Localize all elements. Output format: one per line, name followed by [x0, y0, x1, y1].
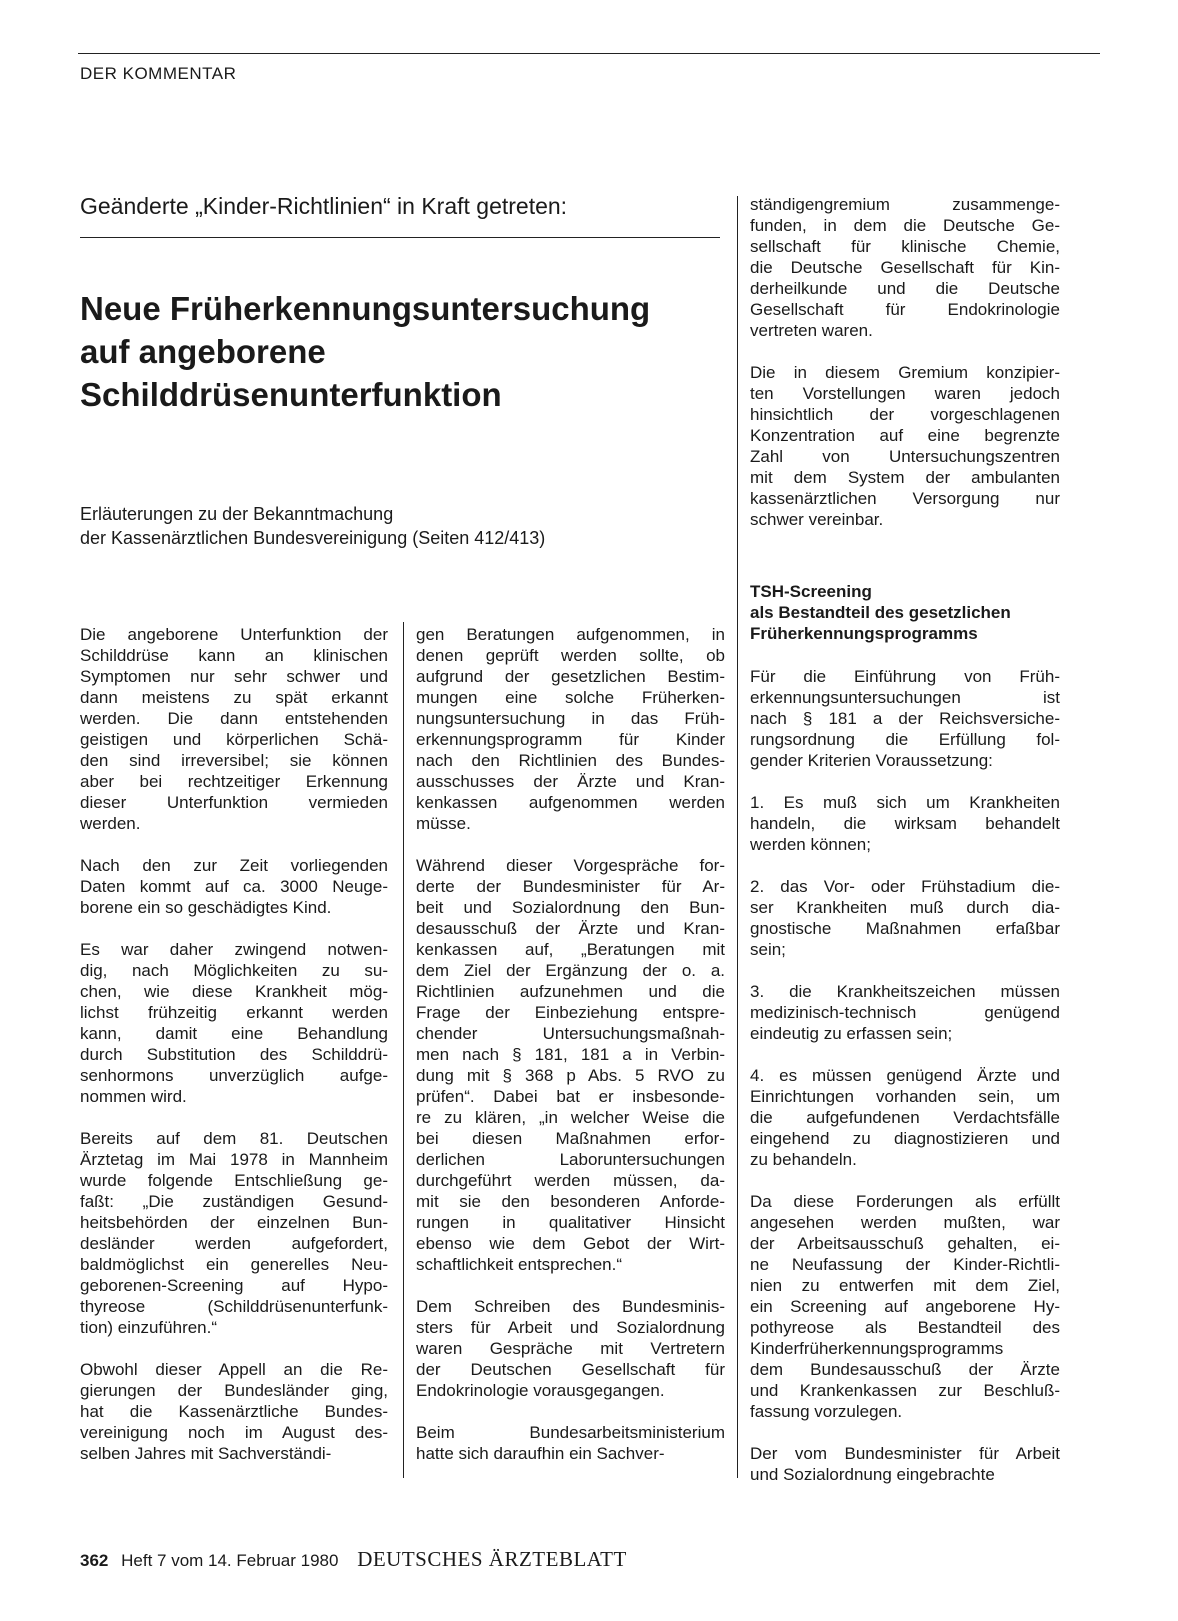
text-line: senhormons unverzüglich aufge- — [80, 1066, 388, 1085]
text-column-1 — [80, 624, 388, 1485]
text-line: re zu klären, „in welcher Weise die — [416, 1108, 725, 1127]
text-line: desländer werden aufgefordert, — [80, 1234, 388, 1253]
text-line: pothyreose als Bestandteil des — [750, 1318, 1060, 1337]
text-line: baldmöglichst ein generelles Neu- — [80, 1255, 388, 1274]
text-line: nach § 181 a der Reichsversiche- — [750, 709, 1060, 728]
text-line: Während dieser Vorgespräche for- — [416, 856, 725, 875]
text-line: Symptomen nur sehr schwer und — [80, 667, 388, 686]
text-line: ten Vorstellungen waren jedoch — [750, 384, 1060, 403]
paragraph — [750, 1443, 1060, 1485]
magazine-title: DEUTSCHES ÄRZTEBLATT — [357, 1547, 627, 1571]
text-line: Zahl von Untersuchungszentren — [750, 447, 1060, 466]
text-line: werden können; — [750, 835, 871, 854]
text-line: Gesellschaft für Endokrinologie — [750, 300, 1060, 319]
text-line: aufgrund der gesetzlichen Bestim- — [416, 667, 725, 686]
text-line: heitsbehörden der einzelnen Bun- — [80, 1213, 388, 1232]
subline-line: Erläuterungen zu der Bekanntmachung — [80, 504, 394, 524]
text-line: angesehen werden mußten, war — [750, 1213, 1060, 1232]
text-line: sellschaft für klinische Chemie, — [750, 237, 1060, 256]
paragraph — [750, 194, 1060, 341]
text-column-3-top — [750, 194, 1060, 551]
text-line: Schilddrüse kann an klinischen — [80, 646, 388, 665]
text-line: kann, damit eine Behandlung — [80, 1024, 388, 1043]
column-divider — [737, 196, 738, 1478]
subheading-line: Früherkennungsprogramms — [750, 624, 978, 643]
text-line: 3. die Krankheitszeichen müssen — [750, 982, 1060, 1001]
text-line: bei diesen Maßnahmen erfor- — [416, 1129, 725, 1148]
text-line: und Krankenkassen zur Beschluß- — [750, 1381, 1060, 1400]
column-divider — [403, 622, 404, 1478]
page-footer — [80, 1547, 627, 1572]
text-line: eingehend zu diagnostizieren und — [750, 1129, 1060, 1148]
text-line: mit dem System der ambulanten — [750, 468, 1060, 487]
text-line: gnostische Maßnahmen erfaßbar — [750, 919, 1060, 938]
text-line: Frage der Einbeziehung entspre- — [416, 1003, 725, 1022]
text-line: Nach den zur Zeit vorliegenden — [80, 856, 388, 875]
article-subline — [80, 502, 740, 550]
paragraph — [416, 624, 725, 834]
text-line: kassenärztlichen Versorgung nur — [750, 489, 1060, 508]
text-line: Dem Schreiben des Bundesminis- — [416, 1297, 725, 1316]
text-line: sein; — [750, 940, 786, 959]
text-line: nungsuntersuchung in das Früh- — [416, 709, 725, 728]
text-line: ne Neufassung der Kinder-Richtli- — [750, 1255, 1060, 1274]
text-line: gen Beratungen aufgenommen, in — [416, 625, 725, 644]
headline-line: Schilddrüsenunterfunktion — [80, 376, 502, 413]
text-line: dig, nach Möglichkeiten zu su- — [80, 961, 388, 980]
text-line: müsse. — [416, 814, 471, 833]
text-line: geistigen und körperlichen Schä- — [80, 730, 388, 749]
paragraph — [80, 1128, 388, 1338]
paragraph — [750, 1191, 1060, 1422]
text-line: derheilkunde und die Deutsche — [750, 279, 1060, 298]
text-line: men nach § 181, 181 a in Verbin- — [416, 1045, 725, 1064]
text-line: werden. — [80, 814, 141, 833]
paragraph — [416, 1296, 725, 1401]
text-line: Es war daher zwingend notwen- — [80, 940, 388, 959]
text-line: thyreose (Schilddrüsenunterfunk- — [80, 1297, 388, 1316]
text-line: dung mit § 368 p Abs. 5 RVO zu — [416, 1066, 725, 1085]
text-line: schwer vereinbar. — [750, 510, 884, 529]
text-line: nommen wird. — [80, 1087, 187, 1106]
text-line: gierungen der Bundesländer ging, — [80, 1381, 388, 1400]
text-line: der Arbeitsausschuß gehalten, ei- — [750, 1234, 1060, 1253]
text-line: die aufgefundenen Verdachtsfälle — [750, 1108, 1060, 1127]
text-line: Ärztetag im Mai 1978 in Mannheim — [80, 1150, 388, 1169]
text-line: Einrichtungen vorhanden sein, um — [750, 1087, 1060, 1106]
text-line: Die in diesem Gremium konzipier- — [750, 363, 1060, 382]
text-line: lichst frühzeitig erkannt werden — [80, 1003, 388, 1022]
text-column-2 — [416, 624, 725, 1485]
text-line: ebenso wie dem Gebot der Wirt- — [416, 1234, 725, 1253]
text-line: aber bei rechtzeitiger Erkennung — [80, 772, 388, 791]
text-line: mit sie den besonderen Anforde- — [416, 1192, 725, 1211]
headline-line: auf angeborene — [80, 333, 326, 370]
text-line: kenkassen auf, „Beratungen mit — [416, 940, 725, 959]
subheading — [750, 581, 1060, 644]
paragraph — [750, 876, 1060, 960]
text-line: Kinderfrüherkennungsprogramms — [750, 1339, 1004, 1358]
text-line: ausschusses der Ärzte und Kran- — [416, 772, 725, 791]
section-label: DER KOMMENTAR — [80, 64, 237, 83]
text-line: selben Jahres mit Sachverständi- — [80, 1444, 332, 1463]
text-line: waren Gespräche mit Vertretern — [416, 1339, 725, 1358]
text-line: funden, in dem die Deutsche Ge- — [750, 216, 1060, 235]
text-line: Bereits auf dem 81. Deutschen — [80, 1129, 388, 1148]
text-line: Konzentration auf eine begrenzte — [750, 426, 1060, 445]
text-line: Obwohl dieser Appell an die Re- — [80, 1360, 388, 1379]
text-line: 1. Es muß sich um Krankheiten — [750, 793, 1060, 812]
text-line: dieser Unterfunktion vermieden — [80, 793, 388, 812]
text-line: denen geprüft werden sollte, ob — [416, 646, 725, 665]
text-line: vertreten waren. — [750, 321, 873, 340]
text-line: Da diese Forderungen als erfüllt — [750, 1192, 1060, 1211]
text-line: hatte sich daraufhin ein Sachver- — [416, 1444, 665, 1463]
text-line: derlichen Laboruntersuchungen — [416, 1150, 725, 1169]
paragraph — [750, 792, 1060, 855]
text-line: Die angeborene Unterfunktion der — [80, 625, 388, 644]
text-line: desausschuß der Ärzte und Kran- — [416, 919, 725, 938]
subline-line: der Kassenärztlichen Bundesvereinigung (Seiten 412/413) — [80, 528, 546, 548]
text-line: hinsichtlich der vorgeschlagenen — [750, 405, 1060, 424]
text-line: vereinigung noch im August des- — [80, 1423, 388, 1442]
kicker-underline — [80, 237, 720, 238]
text-line: zu behandeln. — [750, 1150, 857, 1169]
text-line: hat die Kassenärztliche Bundes- — [80, 1402, 388, 1421]
text-line: ein Screening auf angeborene Hy- — [750, 1297, 1060, 1316]
text-line: Endokrinologie vorausgegangen. — [416, 1381, 665, 1400]
text-line: geborenen-Screening auf Hypo- — [80, 1276, 388, 1295]
text-line: medizinisch-technisch genügend — [750, 1003, 1060, 1022]
subheading-line: TSH-Screening — [750, 582, 872, 601]
text-line: nien zu entwerfen mit dem Ziel, — [750, 1276, 1060, 1295]
text-line: ständigengremium zusammenge- — [750, 195, 1060, 214]
text-line: eindeutig zu erfassen sein; — [750, 1024, 953, 1043]
text-line: 2. das Vor- oder Frühstadium die- — [750, 877, 1060, 896]
text-line: Für die Einführung von Früh- — [750, 667, 1060, 686]
text-line: durchgeführt werden müssen, da- — [416, 1171, 725, 1190]
paragraph — [750, 981, 1060, 1044]
text-line: chender Untersuchungsmaßnah- — [416, 1024, 725, 1043]
text-line: nach den Richtlinien des Bundes- — [416, 751, 725, 770]
text-line: dann meistens zu spät erkannt — [80, 688, 388, 707]
paragraph — [80, 939, 388, 1107]
text-line: kenkassen aufgenommen werden — [416, 793, 725, 812]
text-line: werden. Die dann entstehenden — [80, 709, 388, 728]
text-line: schaftlichkeit entsprechen.“ — [416, 1255, 622, 1274]
paragraph — [416, 1422, 725, 1464]
text-line: derte der Bundesminister für Ar- — [416, 877, 725, 896]
paragraph — [750, 1065, 1060, 1170]
text-line: tion) einzuführen.“ — [80, 1318, 218, 1337]
text-line: ser Krankheiten muß durch dia- — [750, 898, 1060, 917]
text-line: Der vom Bundesminister für Arbeit — [750, 1444, 1060, 1463]
article-kicker: Geänderte „Kinder-Richtlinien“ in Kraft getreten: — [80, 193, 568, 219]
text-line: prüfen“. Dabei bat er insbesonde- — [416, 1087, 725, 1106]
text-line: den sind irreversibel; sie können — [80, 751, 388, 770]
text-line: faßt: „Die zuständigen Gesund- — [80, 1192, 388, 1211]
text-line: durch Substitution des Schilddrü- — [80, 1045, 388, 1064]
text-line: rungen in qualitativer Hinsicht — [416, 1213, 725, 1232]
paragraph — [416, 855, 725, 1275]
paragraph — [80, 624, 388, 834]
text-line: handeln, die wirksam behandelt — [750, 814, 1060, 833]
paragraph — [750, 666, 1060, 771]
text-line: Beim Bundesarbeitsministerium — [416, 1423, 725, 1442]
top-rule — [78, 53, 1100, 54]
page-number: 362 — [80, 1551, 109, 1570]
text-line: chen, wie diese Krankheit mög- — [80, 982, 388, 1001]
text-line: rungsordnung die Erfüllung fol- — [750, 730, 1060, 749]
issue-info: Heft 7 vom 14. Februar 1980 — [121, 1551, 339, 1570]
text-line: der Deutschen Gesellschaft für — [416, 1360, 725, 1379]
text-line: erkennungsuntersuchungen ist — [750, 688, 1060, 707]
headline-line: Neue Früherkennungsuntersuchung — [80, 290, 651, 327]
text-line: Daten kommt auf ca. 3000 Neuge- — [80, 877, 388, 896]
paragraph — [80, 855, 388, 918]
text-line: gender Kriterien Voraussetzung: — [750, 751, 993, 770]
subheading-line: als Bestandteil des gesetzlichen — [750, 603, 1011, 622]
text-line: Richtlinien aufzunehmen und die — [416, 982, 725, 1001]
text-line: dem Bundesausschuß der Ärzte — [750, 1360, 1060, 1379]
article-headline — [80, 287, 760, 416]
text-line: wurde folgende Entschließung ge- — [80, 1171, 388, 1190]
text-column-3 — [750, 666, 1060, 1506]
text-line: die Deutsche Gesellschaft für Kin- — [750, 258, 1060, 277]
text-line: fassung vorzulegen. — [750, 1402, 903, 1421]
text-line: erkennungsprogramm für Kinder — [416, 730, 725, 749]
text-line: sters für Arbeit und Sozialordnung — [416, 1318, 725, 1337]
text-line: 4. es müssen genügend Ärzte und — [750, 1066, 1060, 1085]
text-line: beit und Sozialordnung den Bun- — [416, 898, 725, 917]
text-line: borene ein so geschädigtes Kind. — [80, 898, 332, 917]
text-line: dem Ziel der Ergänzung der o. a. — [416, 961, 725, 980]
text-line: mungen eine solche Früherken- — [416, 688, 725, 707]
text-line: und Sozialordnung eingebrachte — [750, 1465, 995, 1484]
paragraph — [750, 362, 1060, 530]
paragraph — [80, 1359, 388, 1464]
